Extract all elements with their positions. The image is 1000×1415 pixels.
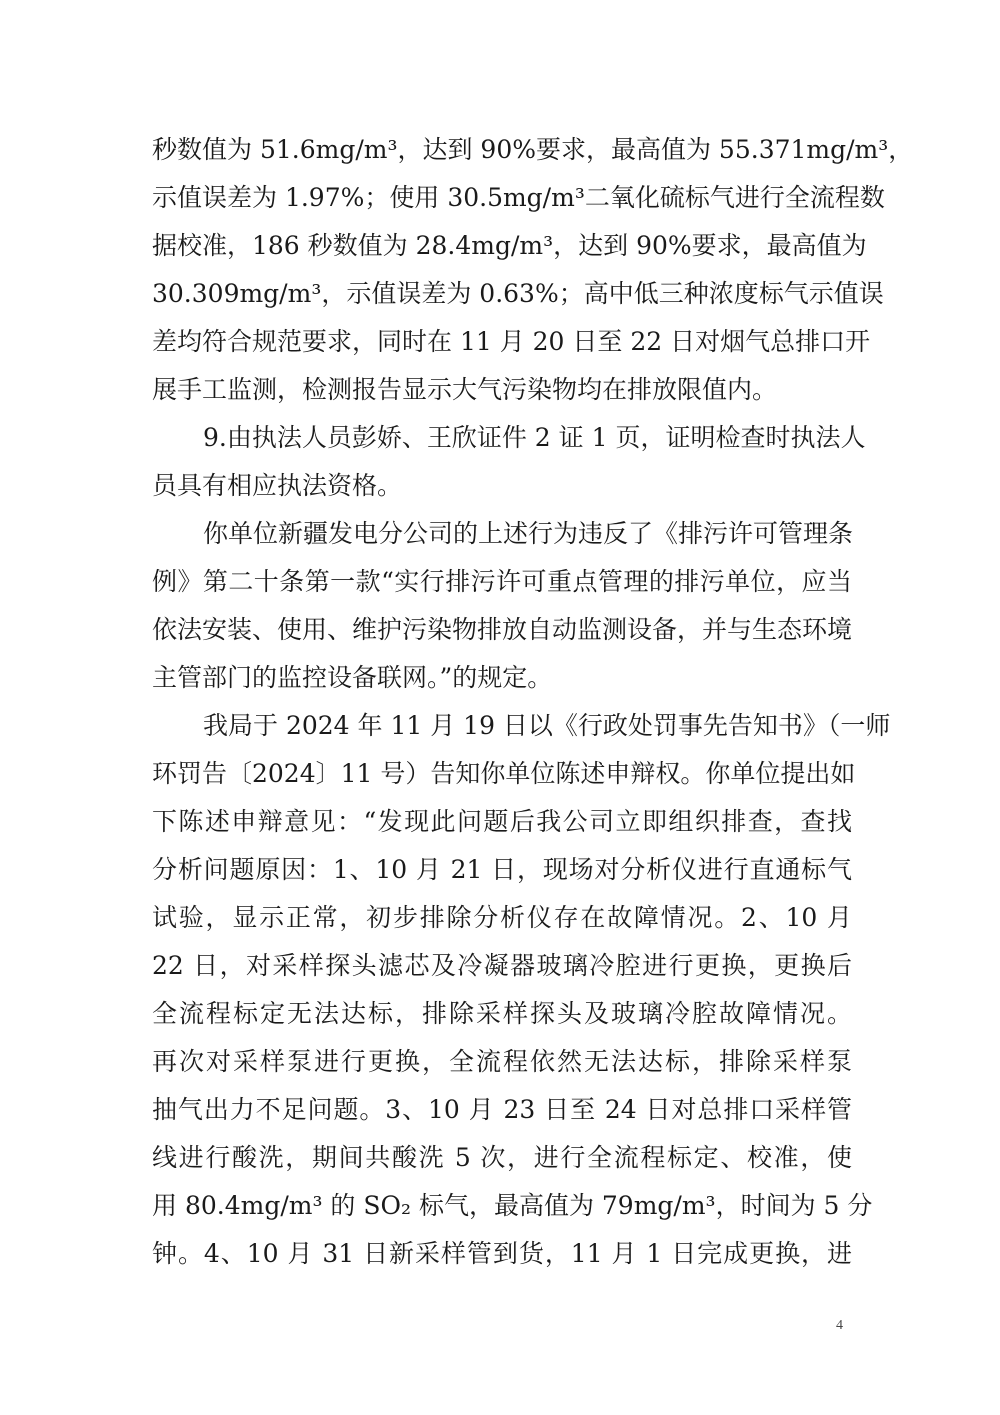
text-line: 分析问题原因：1、10 月 21 日，现场对分析仪进行直通标气 <box>152 855 852 884</box>
text-line: 员具有相应执法资格。 <box>152 471 403 500</box>
text-line: 主管部门的监控设备联网。”的规定。 <box>152 663 553 692</box>
text-line: 再次对采样泵进行更换，全流程依然无法达标，排除采样泵 <box>152 1047 852 1076</box>
text-line: 环罚告〔2024〕11 号）告知你单位陈述申辩权。你单位提出如 <box>152 759 856 788</box>
text-line: 钟。4、10 月 31 日新采样管到货，11 月 1 日完成更换，进 <box>152 1239 852 1268</box>
page-number: 4 <box>836 1318 843 1333</box>
paragraph-start-line: 9.由执法人员彭娇、王欣证件 2 证 1 页，证明检查时执法人 <box>203 423 866 452</box>
text-line: 差均符合规范要求，同时在 11 月 20 日至 22 日对烟气总排口开 <box>152 327 871 356</box>
paragraph-start-line: 你单位新疆发电分公司的上述行为违反了《排污许可管理条 <box>203 519 854 548</box>
text-line: 全流程标定无法达标，排除采样探头及玻璃冷腔故障情况。 <box>152 999 852 1028</box>
text-line: 展手工监测，检测报告显示大气污染物均在排放限值内。 <box>152 375 778 404</box>
text-line: 据校准，186 秒数值为 28.4mg/m³，达到 90%要求，最高值为 <box>152 231 867 260</box>
text-line: 秒数值为 51.6mg/m³，达到 90%要求，最高值为 55.371mg/m³， <box>152 135 914 164</box>
text-line: 下陈述申辩意见：“发现此问题后我公司立即组织排查，查找 <box>152 807 852 836</box>
text-line: 例》第二十条第一款“实行排污许可重点管理的排污单位，应当 <box>152 567 852 596</box>
text-line: 示值误差为 1.97%；使用 30.5mg/m³二氧化硫标气进行全流程数 <box>152 183 885 212</box>
text-line: 抽气出力不足问题。3、10 月 23 日至 24 日对总排口采样管 <box>152 1095 852 1124</box>
text-line: 试验，显示正常，初步排除分析仪存在故障情况。2、10 月 <box>152 903 852 932</box>
text-line: 22 日，对采样探头滤芯及冷凝器玻璃冷腔进行更换，更换后 <box>152 951 852 980</box>
paragraph-start-line: 我局于 2024 年 11 月 19 日以《行政处罚事先告知书》（一师 <box>203 711 891 740</box>
text-line: 依法安装、使用、维护污染物排放自动监测设备，并与生态环境 <box>152 615 853 644</box>
text-line: 用 80.4mg/m³ 的 SO₂ 标气，最高值为 79mg/m³，时间为 5 分 <box>152 1191 873 1220</box>
text-line: 30.309mg/m³，示值误差为 0.63%；高中低三种浓度标气示值误 <box>152 279 884 308</box>
text-line: 线进行酸洗，期间共酸洗 5 次，进行全流程标定、校准，使 <box>152 1143 852 1172</box>
